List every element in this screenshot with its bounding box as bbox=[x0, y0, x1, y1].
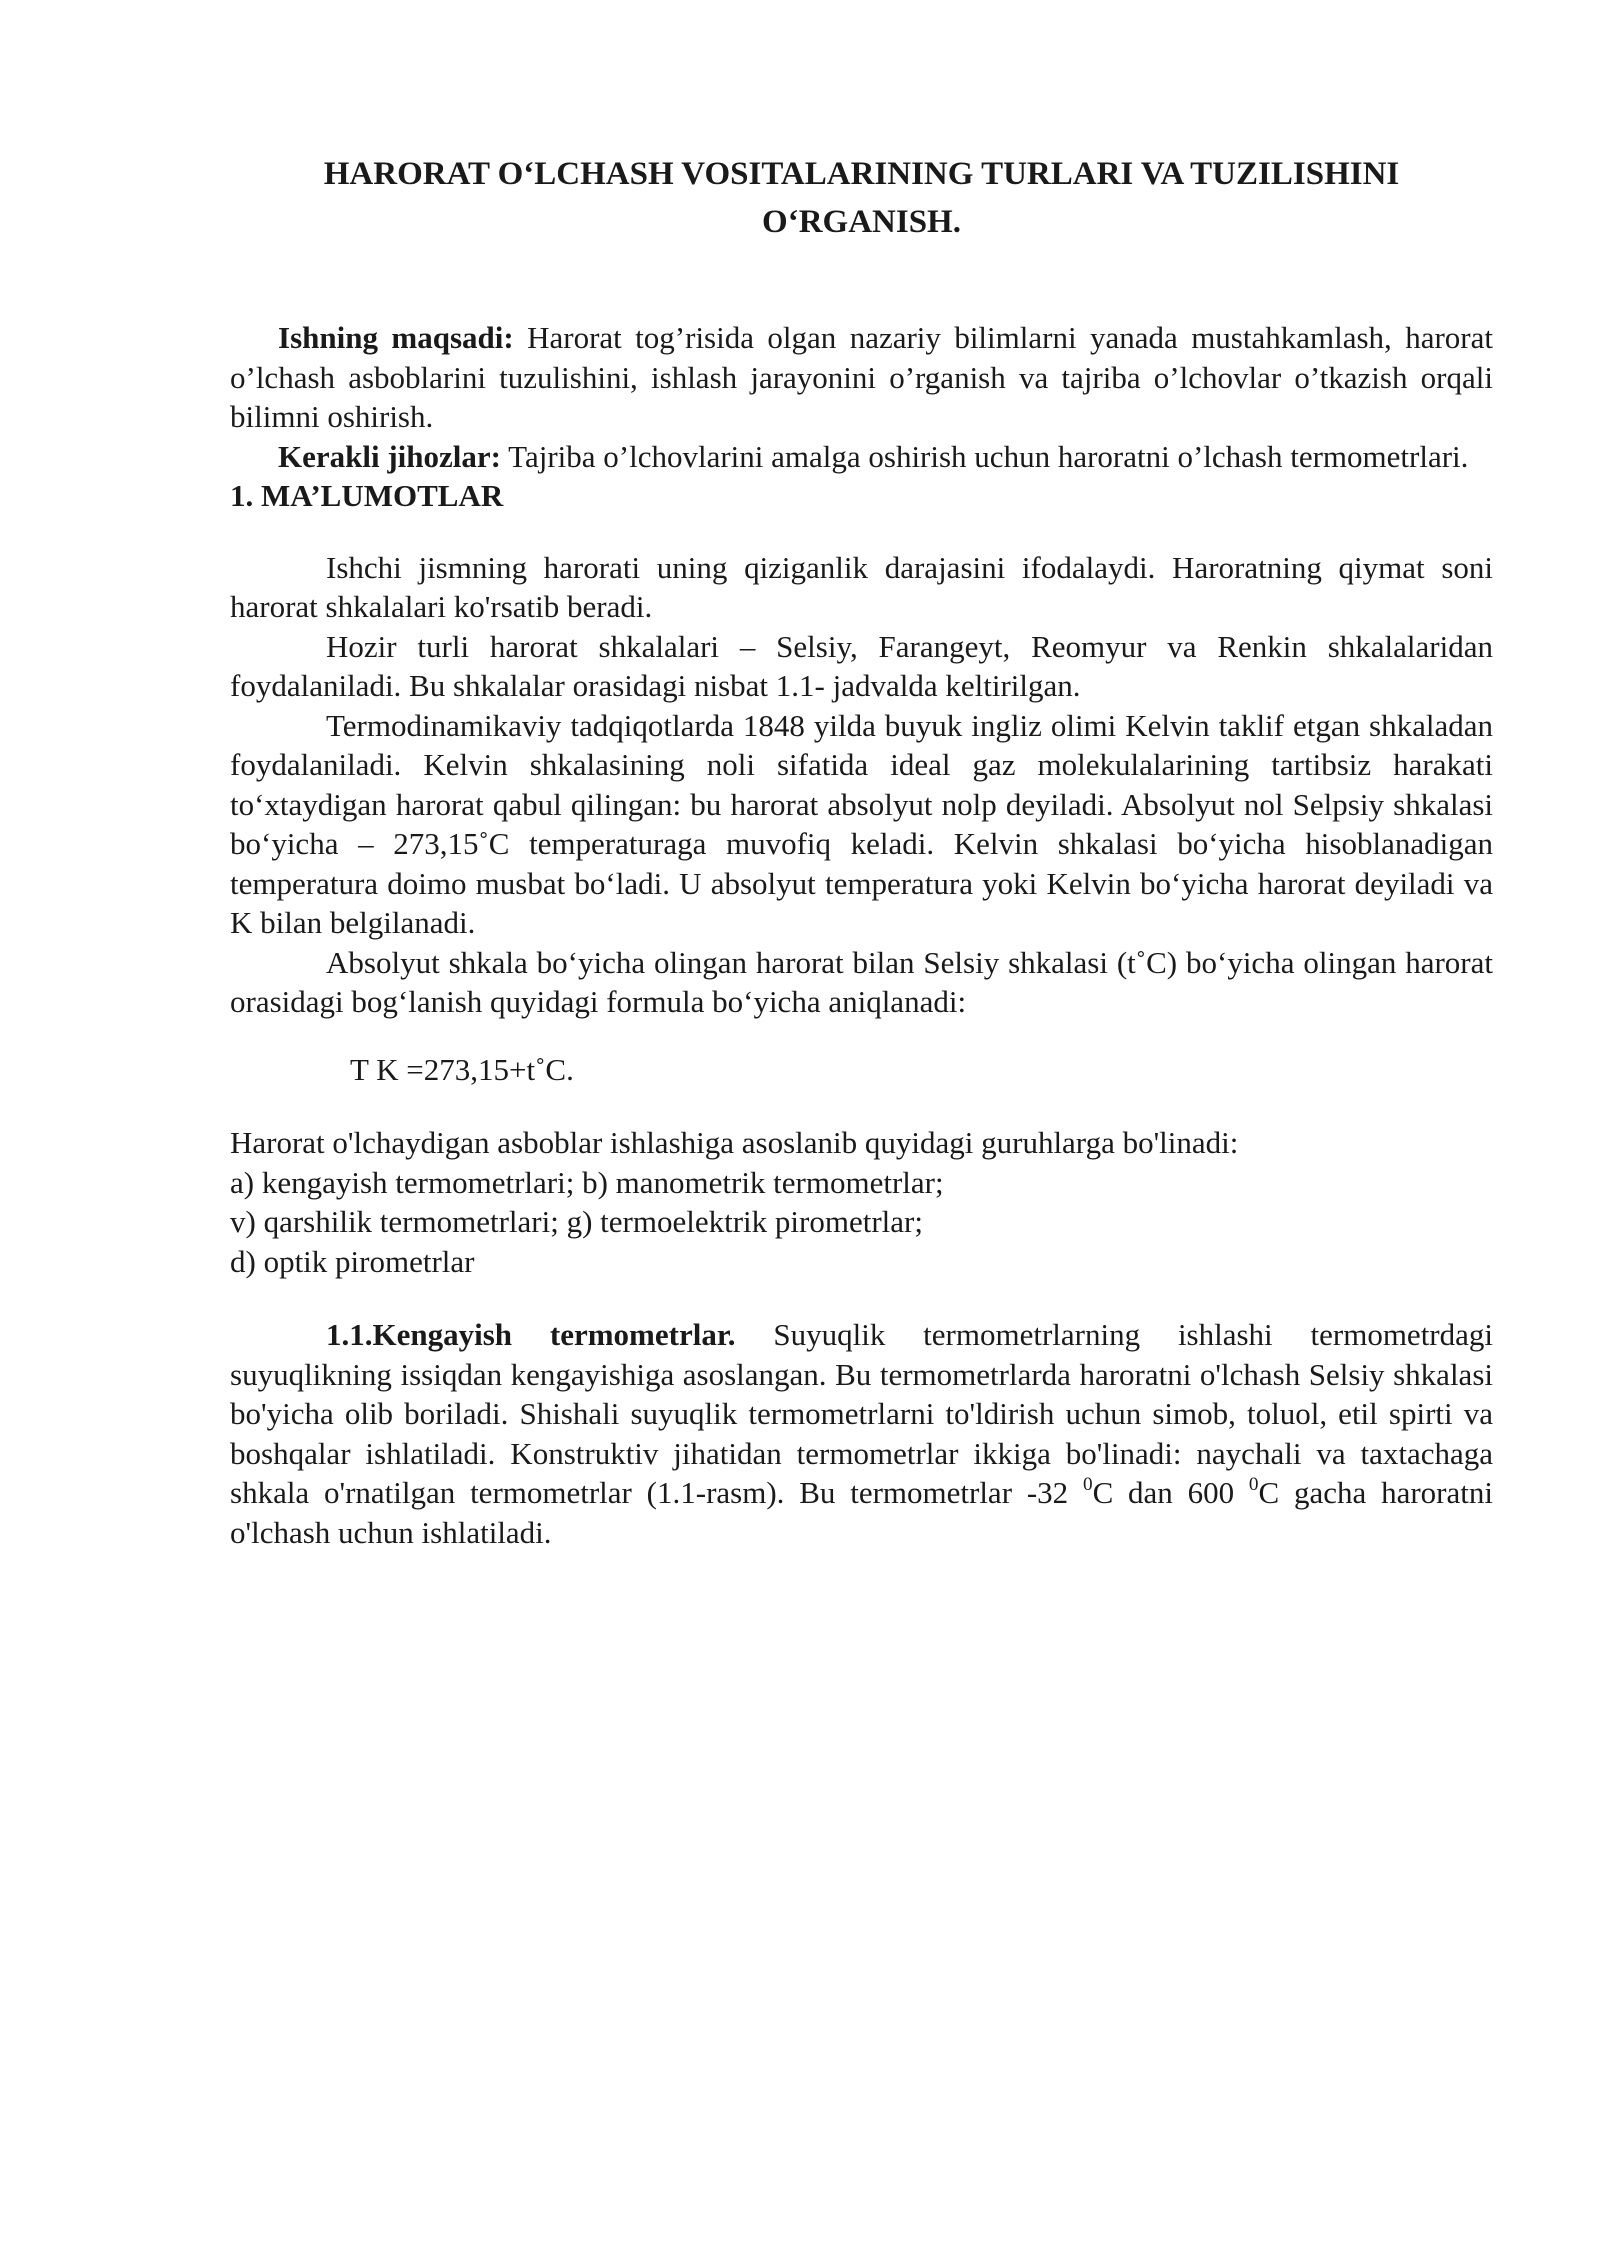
equipment-paragraph bbox=[230, 437, 1493, 477]
subsection-label: 1.1.Kengayish termometrlar. bbox=[326, 1317, 736, 1352]
subsection-text-a: Suyuqlik termometrlarning ishlashi termometrdagi suyuqlikning issiqdan kengayishiga asoslangan. Bu termometrlarda haroratni o'lchash Selsiy shkalasi bo'yicha olib boriladi. Shishali suyuqlik termometrlarni to'ldirish uchun simob, toluol, etil spirti va boshqalar ishlatiladi. Konstruktiv jihatidan termometrlar ikkiga bo'linadi: naychali va taxtachaga shkala o'rnatilgan termometrlar (1.1-rasm). Bu termometrlar -32 bbox=[230, 1317, 1494, 1510]
document-page bbox=[230, 150, 1493, 1552]
subsection-text-b: C dan 600 bbox=[1092, 1475, 1249, 1510]
groups-intro: Harorat o'lchaydigan asboblar ishlashiga asoslanib quyidagi guruhlarga bo'linadi: bbox=[230, 1125, 1239, 1160]
formula: T K =273,15+t˚C. bbox=[350, 1051, 574, 1087]
degree-superscript: 0 bbox=[1082, 1473, 1093, 1495]
subsection-text-c: C gacha haroratni o'lchash uchun ishlatiladi. bbox=[230, 1475, 1493, 1550]
groups-line-2: v) qarshilik termometrlari; g) termoelektrik pirometrlar; bbox=[230, 1204, 923, 1239]
degree-superscript: 0 bbox=[1248, 1473, 1259, 1495]
subsection-paragraph bbox=[230, 1315, 1493, 1552]
spacer bbox=[230, 1281, 1493, 1315]
spacer bbox=[230, 246, 1493, 318]
section-heading: 1. MA’LUMOTLAR bbox=[230, 478, 504, 513]
document-title: HARORAT O‘LCHASH VOSITALARINING TURLARI VA TUZILISHINI O‘RGANISH. bbox=[323, 156, 1400, 240]
groups-list bbox=[230, 1123, 1493, 1281]
groups-line-3: d) optik pirometrlar bbox=[230, 1243, 475, 1279]
paragraph-2: Hozir turli harorat shkalalari – Selsiy, Farangeyt, Reomyur va Renkin shkalalaridan foydalaniladi. Bu shkalalar orasidagi nisbat 1.1- jadvalda keltirilgan. bbox=[230, 628, 1493, 703]
goal-paragraph bbox=[230, 318, 1493, 437]
equipment-label: Kerakli jihozlar: bbox=[278, 438, 501, 474]
groups-line-1: a) kengayish termometrlari; b) manometrik termometrlar; bbox=[230, 1164, 944, 1200]
goal-label: Ishning maqsadi: bbox=[278, 320, 514, 355]
paragraph-3: Termodinamikaviy tadqiqotlarda 1848 yilda buyuk ingliz olimi Kelvin taklif etgan shkaladan foydalaniladi. Kelvin shkalasining noli sifatida ideal gaz molekulalarining tartibsiz harakati to‘xtaydigan harorat qabul qilingan: bu harorat absolyut nolp deyiladi. Absolyut nol Selpsiy shkalasi bo‘yicha – 273,15˚C temperaturaga muvofiq keladi. Kelvin shkalasi bo‘yicha hisoblanadigan temperatura doimo musbat bo‘ladi. U absolyut temperatura yoki Kelvin bo‘yicha harorat deyiladi va K bilan belgilanadi. bbox=[230, 707, 1493, 940]
paragraph-4: Absolyut shkala bo‘yicha olingan harorat bilan Selsiy shkalasi (t˚C) bo‘yicha olingan harorat orasidagi bog‘lanish quyidagi formula bo‘yicha aniqlanadi: bbox=[230, 944, 1493, 1019]
equipment-text: Tajriba o’lchovlarini amalga oshirish uchun haroratni o’lchash termometrlari. bbox=[500, 438, 1469, 474]
paragraph-1: Ishchi jismning harorati uning qiziganlik darajasini ifodalaydi. Haroratning qiymat soni harorat shkalalari ko'rsatib beradi. bbox=[230, 549, 1493, 624]
goal-text: Harorat tog’risida olgan nazariy bilimlarni yanada mustahkamlash, harorat o’lchash asboblarini tuzulishini, ishlash jarayonini o’rganish va tajriba o’lchovlar o’tkazish orqali bilimni oshirish. bbox=[230, 320, 1493, 434]
